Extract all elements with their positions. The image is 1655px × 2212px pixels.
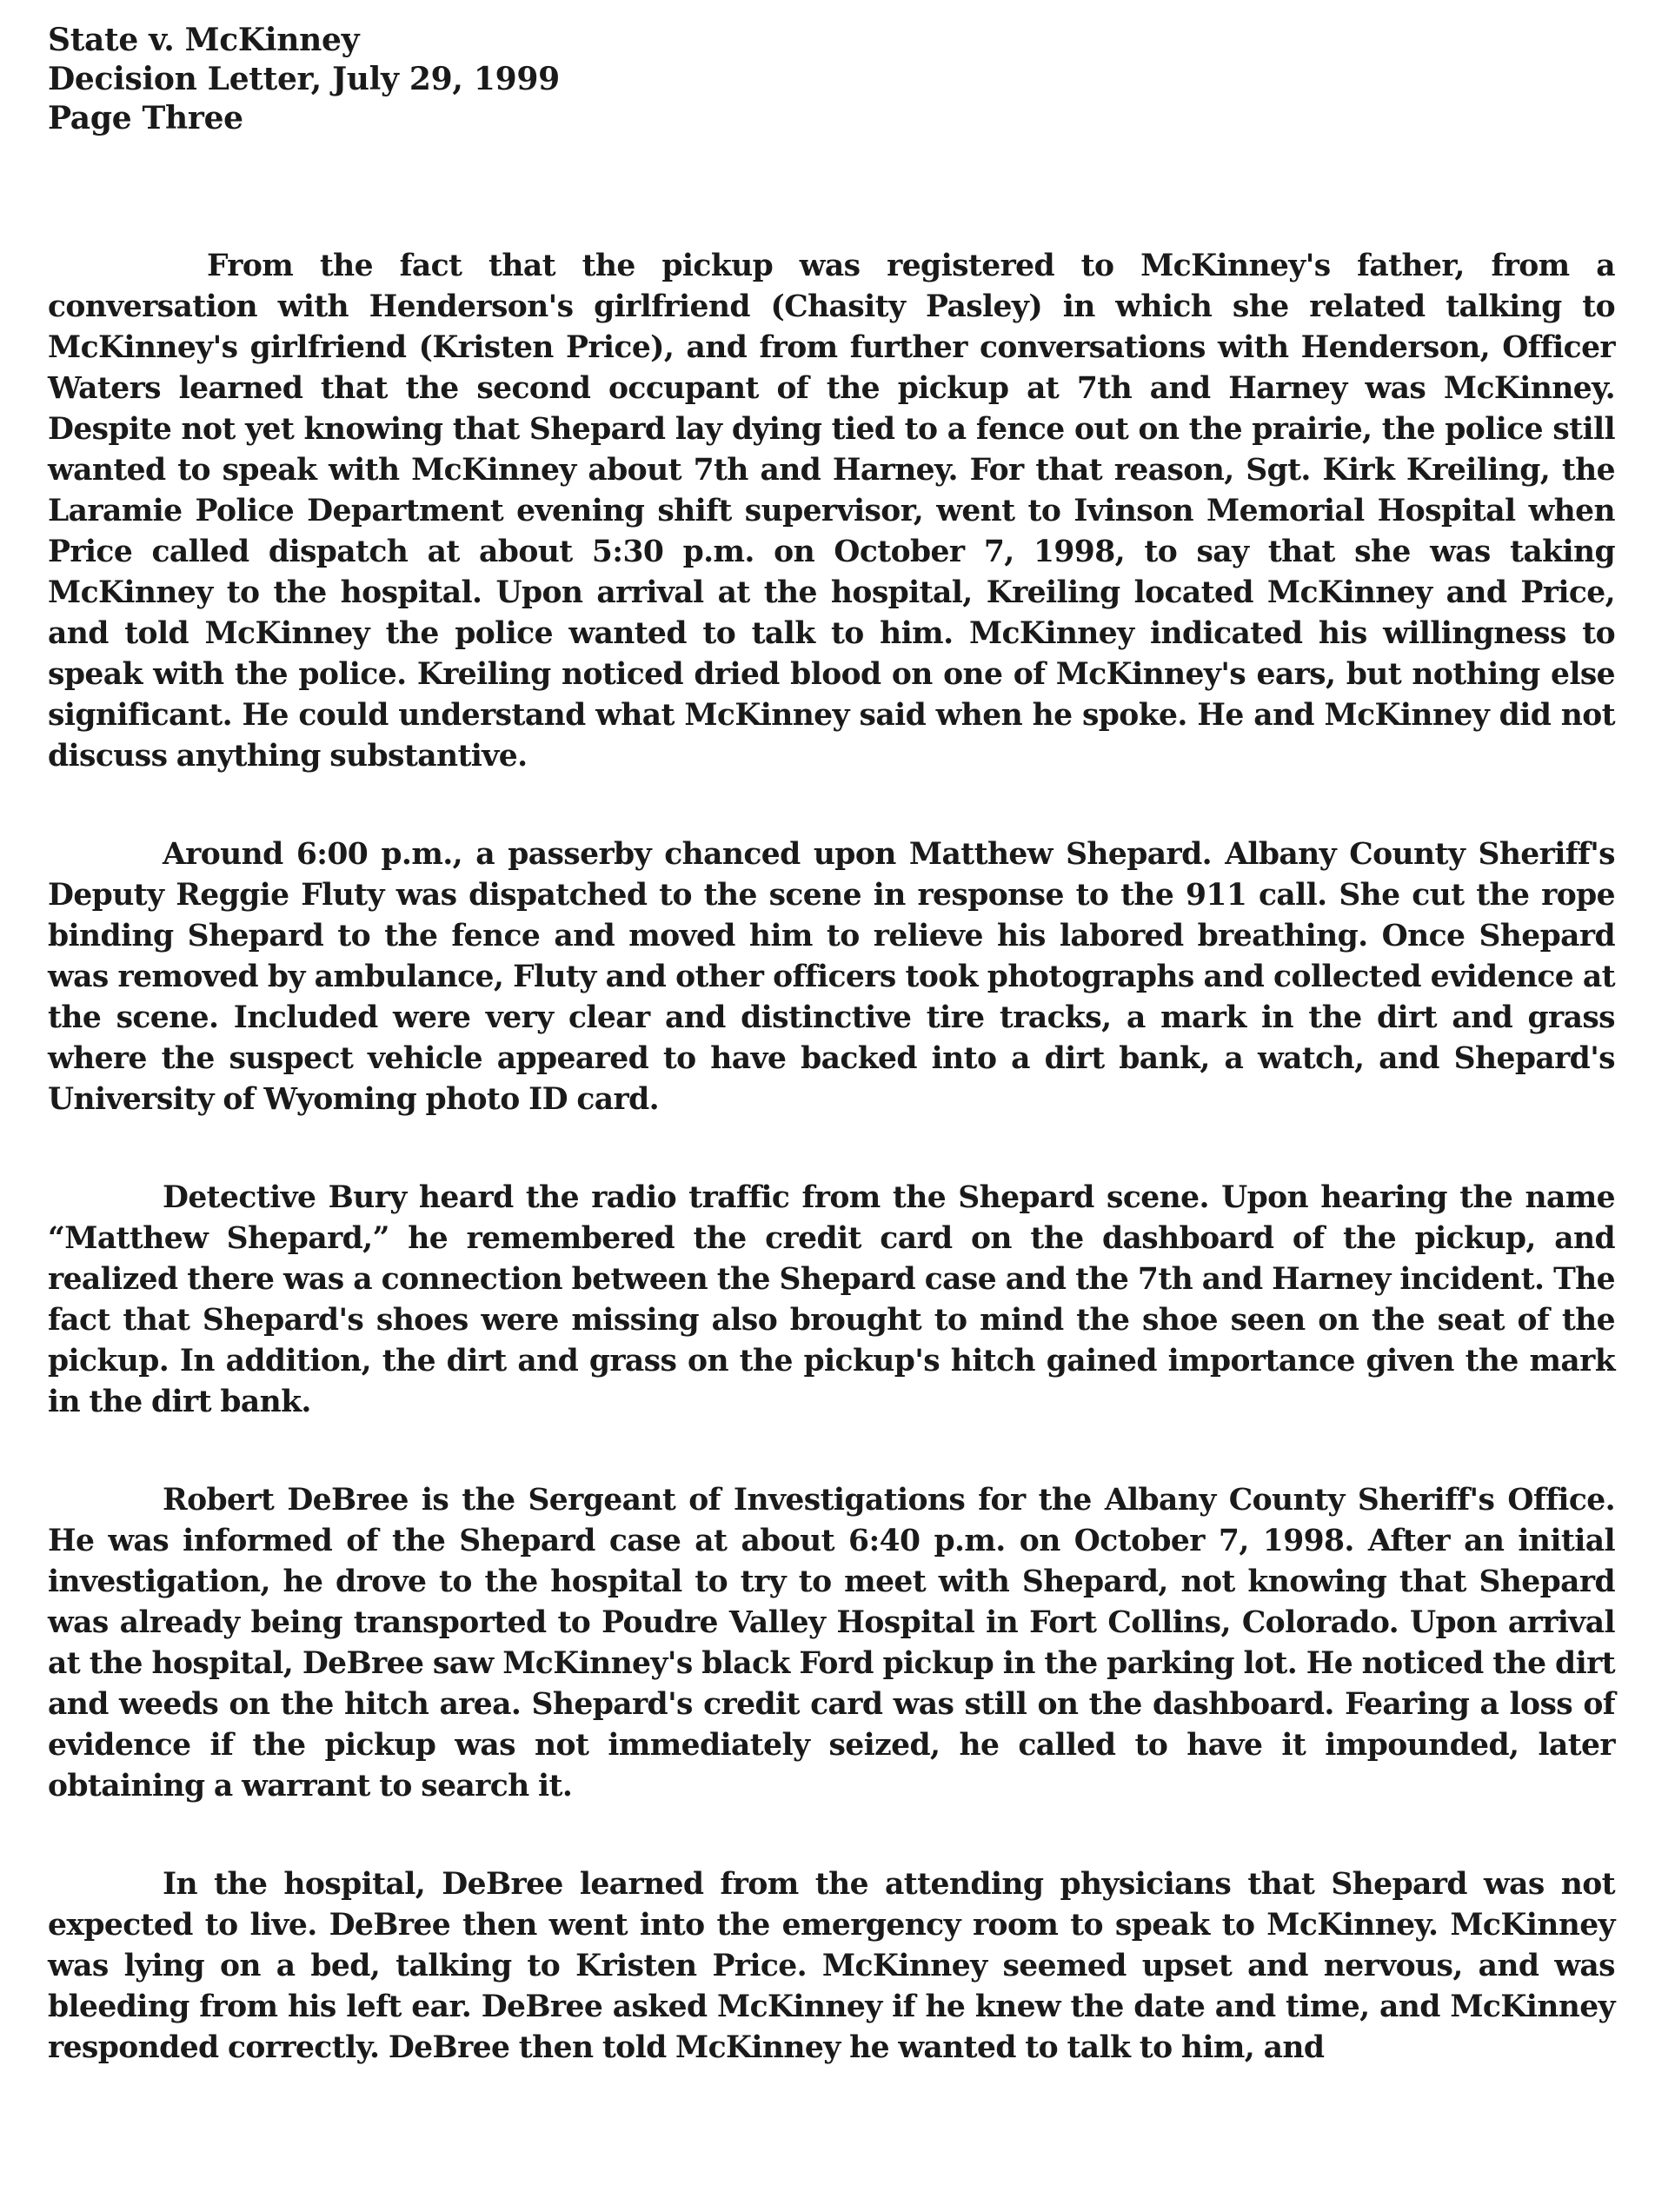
paragraph-5: In the hospital, DeBree learned from the attending physicians that Shepard was not expected to live. DeBree then went into the emergency room to speak to McKinney. McKinney was lying on a bed, talking to Kristen Price. McKinney seemed upset and nervous, and was bleeding from his left ear. DeBree asked McKinney if he knew the date and time, and McKinney responded correctly. DeBree then told McKinney he wanted to talk to him, and bbox=[48, 1867, 1615, 2065]
letter-body bbox=[48, 246, 1615, 2069]
paragraph-4: Robert DeBree is the Sergeant of Investigations for the Albany County Sheriff's Office. He was informed of the Shepard case at about 6:40 p.m. on October 7, 1998. After an initial investigation, he drove to the hospital to try to meet with Shepard, not knowing that Shepard was already being transported to Poudre Valley Hospital in Fort Collins, Colorado. Upon arrival at the hospital, DeBree saw McKinney's black Ford pickup in the parking lot. He noticed the dirt and weeds on the hitch area. Shepard's credit card was still on the dashboard. Fearing a loss of evidence if the pickup was not immediately seized, he called to have it impounded, later obtaining a warrant to search it. bbox=[48, 1483, 1615, 1803]
case-caption: State v. McKinney bbox=[48, 22, 360, 58]
paragraph-1: From the fact that the pickup was registered to McKinney's father, from a conversation with Henderson's girlfriend (Chasity Pasley) in which she related talking to McKinney's girlfriend (Kristen Price), and from further conversations with Henderson, Officer Waters learned that the second occupant of the pickup at 7th and Harney was McKinney. Despite not yet knowing that Shepard lay dying tied to a fence out on the prairie, the police still wanted to speak with McKinney about 7th and Harney. For that reason, Sgt. Kirk Kreiling, the Laramie Police Department evening shift supervisor, went to Ivinson Memorial Hospital when Price called dispatch at about 5:30 p.m. on October 7, 1998, to say that she was taking McKinney to the hospital. Upon arrival at the hospital, Kreiling located McKinney and Price, and told McKinney the police wanted to talk to him. McKinney indicated his willingness to speak with the police. Kreiling noticed dried blood on one of McKinney's ears, but nothing else significant. He could understand what McKinney said when he spoke. He and McKinney did not discuss anything substantive. bbox=[48, 249, 1615, 774]
page-number: Page Three bbox=[48, 100, 243, 136]
paragraph-2: Around 6:00 p.m., a passerby chanced upon Matthew Shepard. Albany County Sheriff's Deputy Reggie Fluty was dispatched to the scene in response to the 911 call. She cut the rope binding Shepard to the fence and moved him to relieve his labored breathing. Once Shepard was removed by ambulance, Fluty and other officers took photographs and collected evidence at the scene. Included were very clear and distinctive tire tracks, a mark in the dirt and grass where the suspect vehicle appeared to have backed into a dirt bank, a watch, and Shepard's University of Wyoming photo ID card. bbox=[48, 837, 1615, 1117]
page-header bbox=[48, 21, 1613, 138]
document-date-line: Decision Letter, July 29, 1999 bbox=[48, 61, 560, 97]
paragraph-3: Detective Bury heard the radio traffic from the Shepard scene. Upon hearing the name “Matthew Shepard,” he remembered the credit card on the dashboard of the pickup, and realized there was a connection between the Shepard case and the 7th and Harney incident. The fact that Shepard's shoes were missing also brought to mind the shoe seen on the seat of the pickup. In addition, the dirt and grass on the pickup's hitch gained importance given the mark in the dirt bank. bbox=[48, 1180, 1615, 1419]
